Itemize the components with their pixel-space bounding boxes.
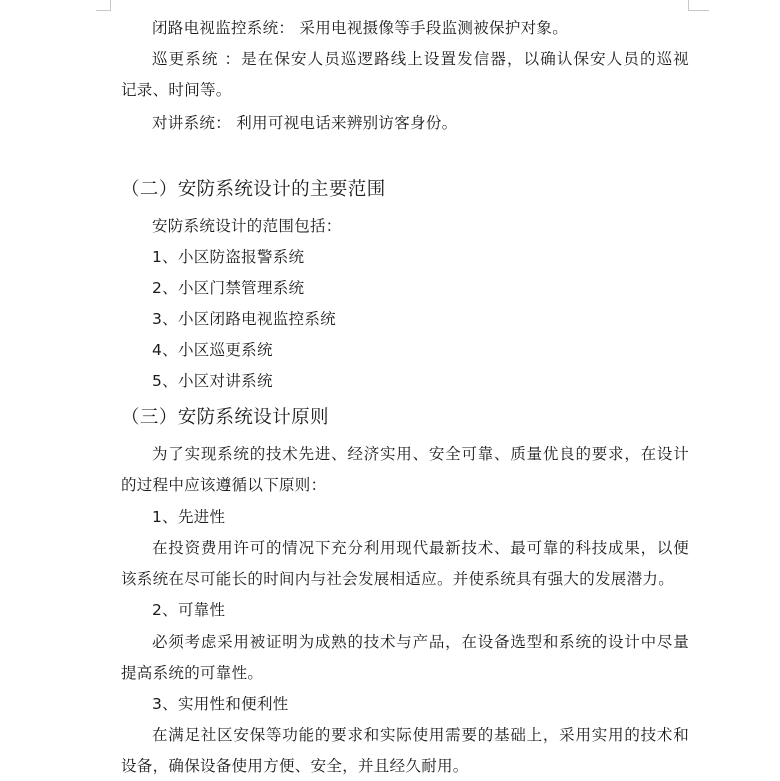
principle3-line1: 在满足社区安保等功能的要求和实际使用需要的基础上，采用实用的技术和 bbox=[152, 726, 689, 744]
list-item: 4、小区巡更系统 bbox=[152, 341, 273, 359]
paragraph-patrol-line1: 巡更系统 ：是在保安人员巡逻路线上设置发信器，以确认保安人员的巡视 bbox=[152, 50, 689, 68]
principle2-title: 2、可靠性 bbox=[152, 601, 226, 619]
principle1-line2: 该系统在尽可能长的时间内与社会发展相适应。并使系统具有强大的发展潜力。 bbox=[121, 570, 675, 588]
principle2-line1: 必须考虑采用被证明为成熟的技术与产品，在设备选型和系统的设计中尽量 bbox=[152, 633, 689, 651]
principle1-line1: 在投资费用许可的情况下充分利用现代最新技术、最可靠的科技成果，以便 bbox=[152, 539, 689, 557]
section3-intro-line1: 为了实现系统的技术先进、经济实用、安全可靠、质量优良的要求，在设计 bbox=[152, 445, 689, 463]
paragraph-intercom: 对讲系统： 利用可视电话来辨别访客身份。 bbox=[152, 114, 458, 132]
principle3-title: 3、实用性和便利性 bbox=[152, 695, 289, 713]
paragraph-patrol-line2: 记录、时间等。 bbox=[121, 81, 232, 99]
list-item: 3、小区闭路电视监控系统 bbox=[152, 310, 336, 328]
section2-heading: （二）安防系统设计的主要范围 bbox=[121, 179, 386, 200]
crop-mark-top-right bbox=[688, 0, 709, 11]
list-item: 1、小区防盗报警系统 bbox=[152, 248, 305, 266]
list-item: 2、小区门禁管理系统 bbox=[152, 279, 305, 297]
principle1-title: 1、先进性 bbox=[152, 508, 226, 526]
section3-intro-line2: 的过程中应该遵循以下原则： bbox=[121, 476, 327, 494]
section3-heading: （三）安防系统设计原则 bbox=[121, 407, 329, 428]
section2-intro: 安防系统设计的范围包括： bbox=[152, 217, 342, 235]
crop-mark-top-left bbox=[96, 0, 111, 11]
principle3-line2: 设备，确保设备使用方便、安全，并且经久耐用。 bbox=[121, 757, 469, 775]
paragraph-cctv: 闭路电视监控系统： 采用电视摄像等手段监测被保护对象。 bbox=[152, 19, 569, 37]
principle2-line2: 提高系统的可靠性。 bbox=[121, 664, 264, 682]
list-item: 5、小区对讲系统 bbox=[152, 372, 273, 390]
